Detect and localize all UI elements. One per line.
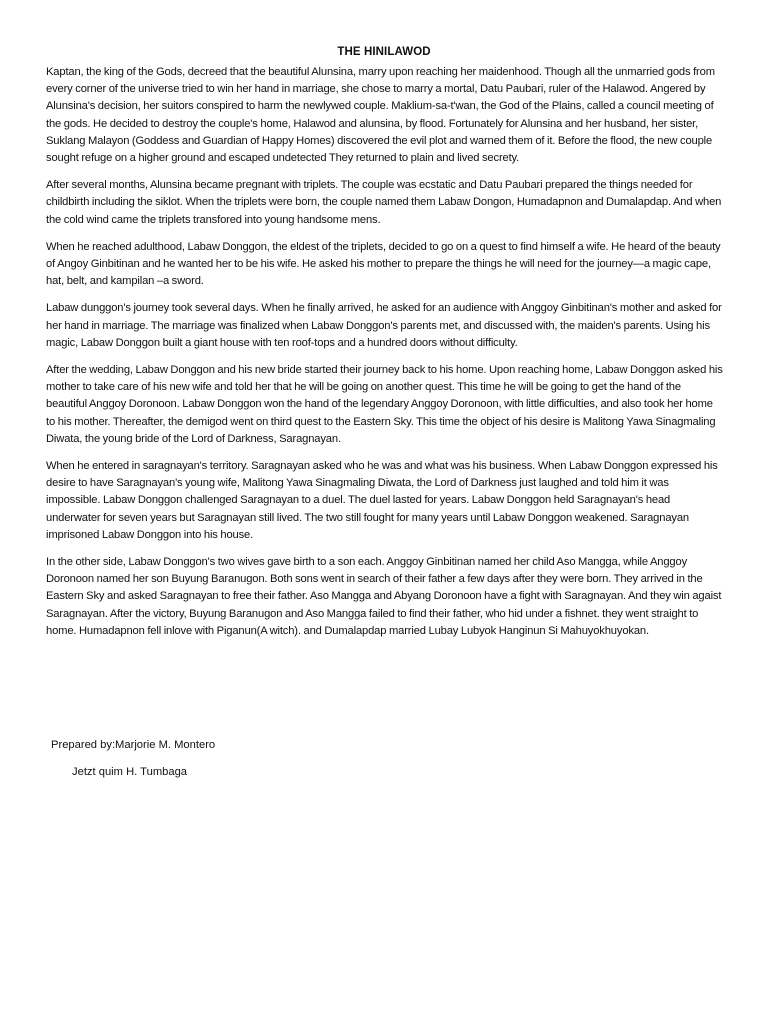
paragraph-5: After the wedding, Labaw Donggon and his new bride started their journey back to his home. Upon reaching home, Labaw Donggon asked his mother to take care of his new wife and told her that he will be going on another quest. This time he will be going to get the hand of the beautiful Anggoy Doronoon. Labaw Donggon won the hand of the legendary Anggoy Doronoon, with little difficulties, and also took her home to his mother. Thereafter, the demigod went on third quest to the Eastern Sky. This time the object of his desire is Malitong Yawa Sinagmaling Diwata, the young bride of the Lord of Darkness, Saragnayan.	[46, 364, 723, 445]
document-body	[46, 64, 724, 650]
document-title: THE HINILAWOD	[337, 46, 431, 58]
paragraph-6: When he entered in saragnayan's territory. Saragnayan asked who he was and what was his business. When Labaw Donggon expressed his desire to have Saragnayan's young wife, Malitong Yawa Sinagmaling Diwata, the Lord of Darkness just laughed and told him it was impossible. Labaw Donggon challenged Saragnayan to a duel. The duel lasted for years. Labaw Donggon held Saragnayan's head underwater for seven years but Saragnayan still lived. The two still fought for many years until Labaw Donggon weakened. Saragnayan imprisoned Labaw Donggon into his house.	[46, 460, 718, 541]
prepared-by: Prepared by:Marjorie M. Montero	[51, 739, 216, 751]
second-author: Jetzt quim H. Tumbaga	[72, 766, 188, 778]
paragraph-7: In the other side, Labaw Donggon's two wives gave birth to a son each. Anggoy Ginbitinan named her child Aso Mangga, while Anggoy Doronoon named her son Buyung Baranugon. Both sons went in search of their father a few days after they were born. They arrived in the Eastern Sky and asked Saragnayan to free their father. Aso Mangga and Abyang Doronoon have a fight with Saragnayan. And they win agaist Saragnayan. After the victory, Buyung Baranugon and Aso Mangga failed to find their father, who hid under a fishnet. they went straight to home. Humadapnon fell inlove with Piganun(A witch). and Dumalapdap married Lubay Lubyok Hanginun Si Mahuyokhuyokan.	[46, 556, 722, 637]
paragraph-3: When he reached adulthood, Labaw Donggon, the eldest of the triplets, decided to go on a quest to find himself a wife. He heard of the beauty of Angoy Ginbitinan and he wanted her to be his wife. He asked his mother to prepare the things he will need for the journey—a magic cape, hat, belt, and kampilan –a sword.	[46, 240, 721, 288]
paragraph-4: Labaw dunggon's journey took several days. When he finally arrived, he asked for an audience with Anggoy Ginbitinan's mother and asked for her hand in marriage. The marriage was finalized when Labaw Donggon's parents met, and discussed with, the maiden's parents. Using his magic, Labaw Donggon built a giant house with ten roof-tops and a hundred doors without difficulty.	[46, 302, 722, 349]
paragraph-1: Kaptan, the king of the Gods, decreed that the beautiful Alunsina, marry upon reaching her maidenhood. Though all the unmarried gods from every corner of the universe tried to win her hand in marriage, she chose to marry a mortal, Datu Paubari, ruler of the Halawod. Angered by Alunsina's decision, her suitors conspired to harm the newlywed couple. Maklium-sa-t'wan, the God of the Plains, called a council meeting of the gods. He decided to destroy the couple's home, Halawod and alunsina, by flood. Fortunately for Alunsina and her husband, her sister, Suklang Malayon (Goddess and Guardian of Happy Homes) discovered the evil plot and warned them of it. Before the flood, the new couple sought refuge on a higher ground and escaped undetected They returned to plain and lived secrety.	[46, 66, 715, 165]
paragraph-2: After several months, Alunsina became pregnant with triplets. The couple was ecstatic and Datu Paubari prepared the things needed for childbirth including the siklot. When the triplets were born, the couple named them Labaw Dongon, Humadapnon and Dumalapdap. And when the cold wind came the triplets transfored into young handsome mens.	[46, 179, 722, 226]
